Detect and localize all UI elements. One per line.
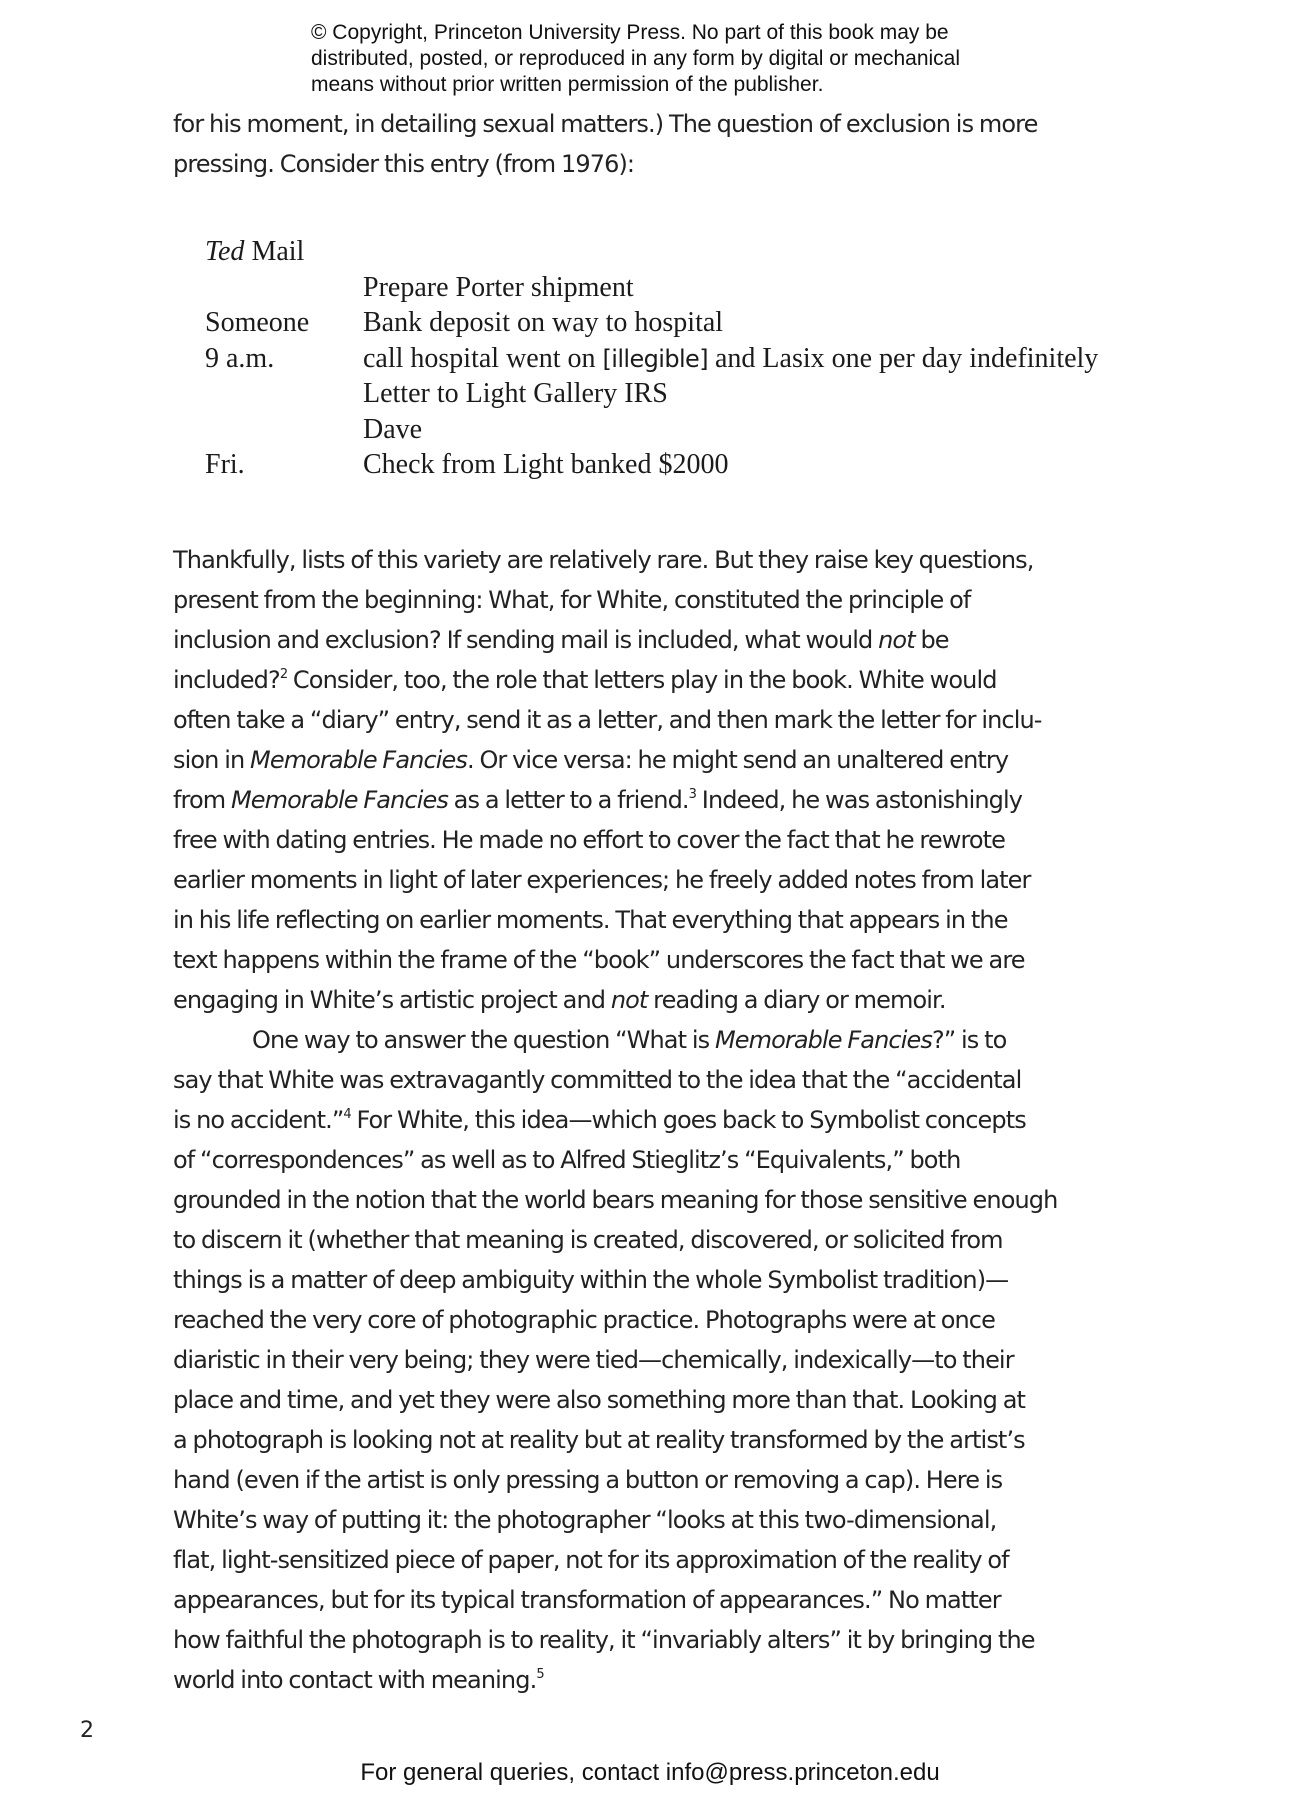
list-item: Bank deposit on way to hospital xyxy=(363,307,724,338)
list-row xyxy=(205,305,1165,341)
footnote-ref[interactable]: 5 xyxy=(536,1667,544,1682)
text-line: is no accident.”$^4$ For White, this idea—which goes back to Symbolist concepts xyxy=(173,1106,1026,1134)
text-line: text happens within the frame of the “book” underscores the fact that we are xyxy=(173,946,1025,974)
text-line: world into contact with meaning.$^5$ xyxy=(173,1666,544,1694)
footnote-ref[interactable]: 4 xyxy=(343,1107,351,1122)
page-number: 2 xyxy=(80,1718,94,1743)
copyright-line: © Copyright, Princeton University Press. No part of this book may be xyxy=(311,21,949,44)
text-line: earlier moments in light of later experiences; he freely added notes from later xyxy=(173,866,1031,894)
text-line: White’s way of putting it: the photographer “looks at this two-dimensional, xyxy=(173,1506,997,1534)
text-line: reached the very core of photographic practice. Photographs were at once xyxy=(173,1306,995,1334)
text-line: place and time, and yet they were also something more than that. Looking at xyxy=(173,1386,1026,1414)
text-line: One way to answer the question “What is Memorable Fancies?” is to xyxy=(252,1026,1007,1054)
text-line: grounded in the notion that the world bears meaning for those sensitive enough xyxy=(173,1186,1058,1214)
list-row xyxy=(205,234,1165,270)
text-line: hand (even if the artist is only pressing a button or removing a cap). Here is xyxy=(173,1466,1003,1494)
intro-paragraph xyxy=(173,104,1133,184)
list-item: call hospital went on [illegible] and Lasix one per day indefinitely xyxy=(363,342,1099,374)
list-row xyxy=(205,447,1165,483)
list-label: Fri. xyxy=(205,449,245,480)
text-line: how faithful the photograph is to reality, it “invariably alters” it by bringing the xyxy=(173,1626,1035,1654)
list-label: 9 a.m. xyxy=(205,342,275,374)
text-line: from Memorable Fancies as a letter to a friend.$^3$ Indeed, he was astonishingly xyxy=(173,786,1023,814)
text-line: things is a matter of deep ambiguity within the whole Symbolist tradition)— xyxy=(173,1266,1009,1294)
copyright-line: distributed, posted, or reproduced in any form by digital or mechanical xyxy=(311,47,961,70)
text-line: of “correspondences” as well as to Alfred Stieglitz’s “Equivalents,” both xyxy=(173,1146,961,1174)
text-line: engaging in White’s artistic project and not reading a diary or memoir. xyxy=(173,986,946,1014)
footer-contact: For general queries, contact info@press.princeton.edu xyxy=(360,1759,940,1786)
copyright-notice xyxy=(311,20,1011,98)
text-line: pressing. Consider this entry (from 1976): xyxy=(173,150,635,178)
body-paragraphs xyxy=(173,540,1133,1700)
text-line: often take a “diary” entry, send it as a letter, and then mark the letter for inclu- xyxy=(173,706,1042,734)
text-line: included?$^2$ Consider, too, the role that letters play in the book. White would xyxy=(173,666,997,694)
list-row xyxy=(205,412,1165,448)
list-label: Someone xyxy=(205,307,310,338)
text-line: free with dating entries. He made no effort to cover the fact that he rewrote xyxy=(173,826,1006,854)
list-heading: Ted Mail xyxy=(205,236,305,267)
list-item: Prepare Porter shipment xyxy=(363,271,634,303)
text-line: for his moment, in detailing sexual matters.) The question of exclusion is more xyxy=(173,110,1038,138)
text-line: to discern it (whether that meaning is created, discovered, or solicited from xyxy=(173,1226,1003,1254)
list-item: Letter to Light Gallery IRS xyxy=(363,378,668,409)
list-row xyxy=(205,341,1165,377)
text-line: inclusion and exclusion? If sending mail is included, what would not be xyxy=(173,626,949,654)
text-line: in his life reflecting on earlier moments. That everything that appears in the xyxy=(173,906,1008,934)
copyright-line: means without prior written permission of the publisher. xyxy=(311,73,824,96)
text-line: sion in Memorable Fancies. Or vice versa: he might send an unaltered entry xyxy=(173,746,1009,774)
text-line: appearances, but for its typical transformation of appearances.” No matter xyxy=(173,1586,1001,1614)
diary-list-entry xyxy=(205,234,1165,483)
list-row xyxy=(205,270,1165,306)
text-line: say that White was extravagantly committed to the idea that the “accidental xyxy=(173,1066,1022,1094)
text-line: Thankfully, lists of this variety are relatively rare. But they raise key questions, xyxy=(173,546,1034,574)
text-line: present from the beginning: What, for White, constituted the principle of xyxy=(173,586,971,614)
footnote-ref[interactable]: 3 xyxy=(688,787,697,802)
footnote-ref[interactable]: 2 xyxy=(279,667,288,682)
text-line: diaristic in their very being; they were tied—chemically, indexically—to their xyxy=(173,1346,1014,1374)
text-line: a photograph is looking not at reality but at reality transformed by the artist’s xyxy=(173,1426,1025,1454)
list-row xyxy=(205,376,1165,412)
list-item: Dave xyxy=(363,413,423,445)
text-line: flat, light-sensitized piece of paper, not for its approximation of the reality of xyxy=(173,1546,1009,1574)
list-item: Check from Light banked $2000 xyxy=(363,449,729,480)
